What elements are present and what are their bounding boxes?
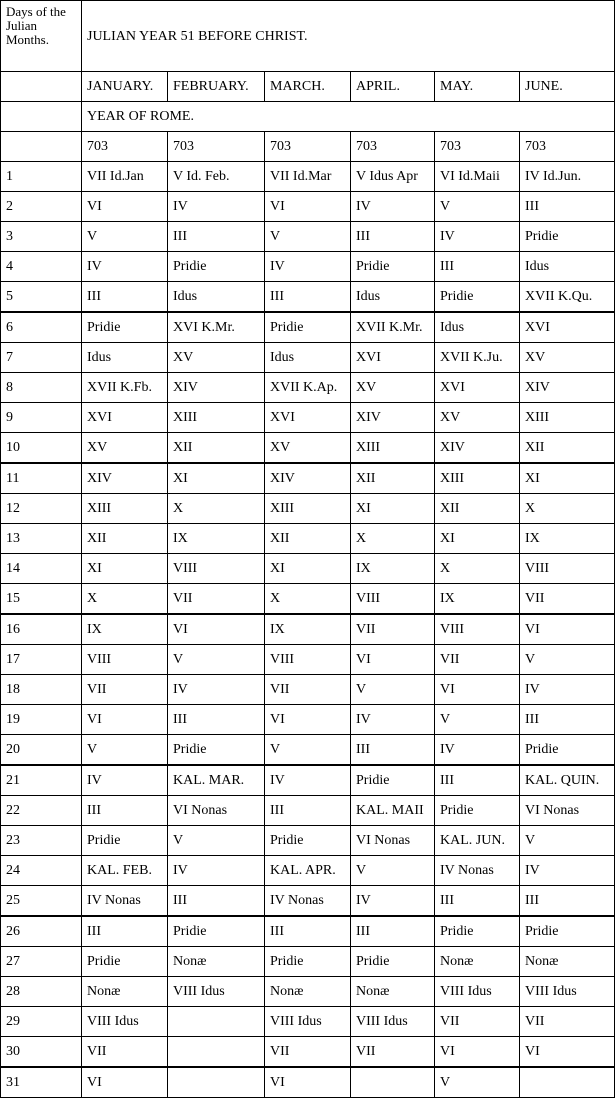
calendar-cell: VI Nonas bbox=[168, 796, 265, 826]
day-number: 31 bbox=[1, 1067, 82, 1098]
table-row bbox=[1, 916, 615, 947]
calendar-cell: Pridie bbox=[265, 826, 351, 856]
table-row bbox=[1, 1037, 615, 1068]
day-number: 17 bbox=[1, 645, 82, 675]
calendar-cell: III bbox=[351, 735, 435, 766]
calendar-cell: XIV bbox=[82, 463, 168, 494]
calendar-cell: Nonæ bbox=[82, 977, 168, 1007]
calendar-cell: KAL. JUN. bbox=[435, 826, 520, 856]
month-header-row bbox=[1, 72, 615, 102]
day-number: 28 bbox=[1, 977, 82, 1007]
calendar-cell: XI bbox=[351, 494, 435, 524]
year-of-rome-label: YEAR OF ROME. bbox=[82, 102, 615, 132]
calendar-cell: VIII Idus bbox=[168, 977, 265, 1007]
calendar-cell: Pridie bbox=[168, 735, 265, 766]
calendar-cell: VIII Idus bbox=[351, 1007, 435, 1037]
table-row bbox=[1, 856, 615, 886]
calendar-cell: V bbox=[435, 192, 520, 222]
calendar-cell: KAL. MAR. bbox=[168, 765, 265, 796]
calendar-cell: XVII K.Fb. bbox=[82, 373, 168, 403]
calendar-cell: XIV bbox=[351, 403, 435, 433]
calendar-cell: VI bbox=[168, 614, 265, 645]
calendar-cell: Nonæ bbox=[351, 977, 435, 1007]
calendar-cell: XIV bbox=[435, 433, 520, 464]
year-of-rome-row bbox=[1, 102, 615, 132]
calendar-cell: KAL. APR. bbox=[265, 856, 351, 886]
calendar-cell: VIII bbox=[351, 584, 435, 615]
calendar-cell: V bbox=[168, 826, 265, 856]
calendar-cell: XI bbox=[435, 524, 520, 554]
calendar-cell: IV bbox=[520, 856, 615, 886]
day-number: 19 bbox=[1, 705, 82, 735]
calendar-cell: X bbox=[168, 494, 265, 524]
calendar-cell: IV bbox=[435, 735, 520, 766]
calendar-cell: XVII K.Ap. bbox=[265, 373, 351, 403]
table-row bbox=[1, 1067, 615, 1098]
calendar-cell: VI bbox=[82, 705, 168, 735]
calendar-cell: XVI bbox=[520, 312, 615, 343]
calendar-cell: X bbox=[351, 524, 435, 554]
calendar-cell: IV bbox=[82, 765, 168, 796]
calendar-cell: VI bbox=[82, 192, 168, 222]
calendar-cell: XVII K.Ju. bbox=[435, 343, 520, 373]
year-number: 703 bbox=[168, 132, 265, 162]
corner-label: Days of the Julian Months. bbox=[1, 1, 82, 72]
table-row bbox=[1, 282, 615, 313]
calendar-cell: Pridie bbox=[435, 282, 520, 313]
day-number: 22 bbox=[1, 796, 82, 826]
calendar-cell: Nonæ bbox=[435, 947, 520, 977]
day-number: 21 bbox=[1, 765, 82, 796]
calendar-cell: KAL. FEB. bbox=[82, 856, 168, 886]
calendar-cell: VI bbox=[265, 1067, 351, 1098]
table-row bbox=[1, 192, 615, 222]
calendar-cell: XVI bbox=[82, 403, 168, 433]
table-title: JULIAN YEAR 51 BEFORE CHRIST. bbox=[82, 1, 615, 72]
empty-header-cell bbox=[1, 132, 82, 162]
calendar-cell: XIII bbox=[82, 494, 168, 524]
calendar-cell: IV bbox=[520, 675, 615, 705]
day-number: 2 bbox=[1, 192, 82, 222]
calendar-cell: XVII K.Qu. bbox=[520, 282, 615, 313]
calendar-cell: III bbox=[168, 705, 265, 735]
table-row bbox=[1, 886, 615, 917]
year-number: 703 bbox=[265, 132, 351, 162]
day-number: 24 bbox=[1, 856, 82, 886]
calendar-cell: XII bbox=[265, 524, 351, 554]
calendar-cell: IV bbox=[168, 192, 265, 222]
calendar-cell: XV bbox=[168, 343, 265, 373]
calendar-cell: Idus bbox=[435, 312, 520, 343]
month-header: MARCH. bbox=[265, 72, 351, 102]
calendar-cell: VI bbox=[82, 1067, 168, 1098]
calendar-cell: X bbox=[82, 584, 168, 615]
empty-header-cell bbox=[1, 102, 82, 132]
calendar-cell: Pridie bbox=[168, 252, 265, 282]
calendar-cell: XVI bbox=[265, 403, 351, 433]
day-number: 8 bbox=[1, 373, 82, 403]
table-row bbox=[1, 947, 615, 977]
calendar-cell: V bbox=[168, 645, 265, 675]
calendar-cell: IV bbox=[168, 856, 265, 886]
calendar-cell bbox=[168, 1037, 265, 1068]
calendar-cell: VII bbox=[82, 1037, 168, 1068]
calendar-cell: VII bbox=[351, 1037, 435, 1068]
calendar-cell: Pridie bbox=[435, 796, 520, 826]
day-number: 12 bbox=[1, 494, 82, 524]
calendar-cell: IX bbox=[168, 524, 265, 554]
calendar-cell: XII bbox=[351, 463, 435, 494]
calendar-cell: KAL. QUIN. bbox=[520, 765, 615, 796]
calendar-cell: IV bbox=[351, 705, 435, 735]
year-number: 703 bbox=[435, 132, 520, 162]
calendar-cell: XIV bbox=[168, 373, 265, 403]
calendar-cell: III bbox=[265, 916, 351, 947]
calendar-cell: Idus bbox=[351, 282, 435, 313]
calendar-cell: VIII bbox=[168, 554, 265, 584]
calendar-cell: III bbox=[435, 252, 520, 282]
calendar-cell: VIII bbox=[435, 614, 520, 645]
calendar-cell: III bbox=[82, 796, 168, 826]
table-row bbox=[1, 977, 615, 1007]
calendar-cell: VI Nonas bbox=[351, 826, 435, 856]
calendar-cell: XV bbox=[435, 403, 520, 433]
calendar-cell: VII Id.Mar bbox=[265, 162, 351, 192]
calendar-cell: VI bbox=[435, 1037, 520, 1068]
day-number: 23 bbox=[1, 826, 82, 856]
calendar-cell: III bbox=[265, 282, 351, 313]
day-number: 7 bbox=[1, 343, 82, 373]
calendar-cell bbox=[168, 1007, 265, 1037]
calendar-cell: VI Nonas bbox=[520, 796, 615, 826]
calendar-cell: III bbox=[351, 916, 435, 947]
calendar-cell: VIII bbox=[265, 645, 351, 675]
calendar-cell: III bbox=[435, 765, 520, 796]
calendar-cell: XVII K.Mr. bbox=[351, 312, 435, 343]
table-row bbox=[1, 765, 615, 796]
calendar-cell: Pridie bbox=[520, 735, 615, 766]
table-row bbox=[1, 373, 615, 403]
table-row bbox=[1, 312, 615, 343]
calendar-cell: V bbox=[265, 735, 351, 766]
calendar-cell: VIII Idus bbox=[265, 1007, 351, 1037]
calendar-cell: IX bbox=[520, 524, 615, 554]
calendar-cell: Nonæ bbox=[520, 947, 615, 977]
calendar-cell: VII bbox=[82, 675, 168, 705]
calendar-cell: IV Nonas bbox=[82, 886, 168, 917]
calendar-cell: XI bbox=[82, 554, 168, 584]
calendar-cell: Nonæ bbox=[265, 977, 351, 1007]
calendar-cell: III bbox=[168, 222, 265, 252]
day-number: 1 bbox=[1, 162, 82, 192]
table-row bbox=[1, 403, 615, 433]
calendar-cell bbox=[520, 1067, 615, 1098]
calendar-cell: XIII bbox=[168, 403, 265, 433]
month-header: FEBRUARY. bbox=[168, 72, 265, 102]
day-number: 25 bbox=[1, 886, 82, 917]
calendar-cell: VII bbox=[520, 1007, 615, 1037]
table-row bbox=[1, 614, 615, 645]
calendar-cell: Pridie bbox=[351, 252, 435, 282]
calendar-cell: XII bbox=[520, 433, 615, 464]
table-row bbox=[1, 343, 615, 373]
table-row bbox=[1, 222, 615, 252]
day-number: 6 bbox=[1, 312, 82, 343]
calendar-cell: IV Nonas bbox=[435, 856, 520, 886]
calendar-cell: Idus bbox=[168, 282, 265, 313]
calendar-cell: III bbox=[520, 192, 615, 222]
calendar-cell: VII Id.Jan bbox=[82, 162, 168, 192]
calendar-cell: Pridie bbox=[351, 765, 435, 796]
calendar-cell: VIII Idus bbox=[520, 977, 615, 1007]
table-row bbox=[1, 705, 615, 735]
calendar-cell: V Idus Apr bbox=[351, 162, 435, 192]
table-row bbox=[1, 433, 615, 464]
calendar-cell: VI bbox=[520, 614, 615, 645]
calendar-cell: IV bbox=[265, 252, 351, 282]
table-row bbox=[1, 463, 615, 494]
calendar-cell: VI bbox=[520, 1037, 615, 1068]
calendar-cell: V bbox=[265, 222, 351, 252]
day-number: 3 bbox=[1, 222, 82, 252]
calendar-cell: X bbox=[265, 584, 351, 615]
table-row bbox=[1, 554, 615, 584]
calendar-cell: III bbox=[168, 886, 265, 917]
year-number: 703 bbox=[351, 132, 435, 162]
day-number: 26 bbox=[1, 916, 82, 947]
calendar-cell: XV bbox=[520, 343, 615, 373]
calendar-cell: Pridie bbox=[435, 916, 520, 947]
calendar-cell: III bbox=[82, 916, 168, 947]
calendar-cell: Nonæ bbox=[168, 947, 265, 977]
calendar-cell: VI bbox=[435, 675, 520, 705]
calendar-cell: Idus bbox=[520, 252, 615, 282]
calendar-cell: XI bbox=[520, 463, 615, 494]
calendar-cell: Pridie bbox=[520, 916, 615, 947]
calendar-cell: Pridie bbox=[520, 222, 615, 252]
table-row bbox=[1, 584, 615, 615]
calendar-cell: Pridie bbox=[82, 826, 168, 856]
calendar-cell: III bbox=[520, 705, 615, 735]
calendar-cell: Idus bbox=[265, 343, 351, 373]
calendar-cell: IX bbox=[351, 554, 435, 584]
table-row bbox=[1, 1007, 615, 1037]
calendar-cell: Idus bbox=[82, 343, 168, 373]
calendar-cell: VII bbox=[351, 614, 435, 645]
calendar-cell: XV bbox=[82, 433, 168, 464]
calendar-cell: IV Id.Jun. bbox=[520, 162, 615, 192]
day-number: 14 bbox=[1, 554, 82, 584]
calendar-cell: Pridie bbox=[168, 916, 265, 947]
calendar-cell: VIII Idus bbox=[82, 1007, 168, 1037]
calendar-cell: Pridie bbox=[82, 947, 168, 977]
calendar-cell: V bbox=[351, 675, 435, 705]
calendar-cell: VII bbox=[435, 645, 520, 675]
calendar-cell: V bbox=[520, 826, 615, 856]
calendar-cell: KAL. MAII bbox=[351, 796, 435, 826]
calendar-cell: III bbox=[82, 282, 168, 313]
calendar-cell: XV bbox=[265, 433, 351, 464]
calendar-cell: Pridie bbox=[265, 947, 351, 977]
table-row bbox=[1, 494, 615, 524]
empty-header-cell bbox=[1, 72, 82, 102]
month-header: JANUARY. bbox=[82, 72, 168, 102]
table-row bbox=[1, 162, 615, 192]
calendar-cell: Pridie bbox=[351, 947, 435, 977]
calendar-cell: Pridie bbox=[265, 312, 351, 343]
calendar-cell: XIV bbox=[520, 373, 615, 403]
day-number: 11 bbox=[1, 463, 82, 494]
calendar-cell: III bbox=[520, 886, 615, 917]
day-number: 4 bbox=[1, 252, 82, 282]
calendar-cell: X bbox=[520, 494, 615, 524]
table-row bbox=[1, 826, 615, 856]
calendar-cell: IV bbox=[82, 252, 168, 282]
calendar-cell bbox=[168, 1067, 265, 1098]
calendar-cell: III bbox=[435, 886, 520, 917]
calendar-cell: XVI K.Mr. bbox=[168, 312, 265, 343]
month-header: JUNE. bbox=[520, 72, 615, 102]
calendar-cell: V bbox=[520, 645, 615, 675]
day-number: 10 bbox=[1, 433, 82, 464]
calendar-cell: IV bbox=[351, 886, 435, 917]
calendar-cell: XII bbox=[82, 524, 168, 554]
month-header: APRIL. bbox=[351, 72, 435, 102]
calendar-cell: VIII bbox=[520, 554, 615, 584]
month-header: MAY. bbox=[435, 72, 520, 102]
calendar-cell: V bbox=[435, 1067, 520, 1098]
title-row bbox=[1, 1, 615, 72]
calendar-cell: XV bbox=[351, 373, 435, 403]
calendar-cell: VI Id.Maii bbox=[435, 162, 520, 192]
year-number: 703 bbox=[520, 132, 615, 162]
calendar-cell: III bbox=[351, 222, 435, 252]
calendar-cell: XI bbox=[168, 463, 265, 494]
calendar-cell: VII bbox=[520, 584, 615, 615]
calendar-cell: VII bbox=[265, 675, 351, 705]
calendar-cell: VIII Idus bbox=[435, 977, 520, 1007]
calendar-cell: IX bbox=[82, 614, 168, 645]
table-row bbox=[1, 524, 615, 554]
calendar-cell: XIII bbox=[351, 433, 435, 464]
calendar-cell bbox=[351, 1067, 435, 1098]
table-row bbox=[1, 675, 615, 705]
table-row bbox=[1, 796, 615, 826]
calendar-cell: IV Nonas bbox=[265, 886, 351, 917]
day-number: 18 bbox=[1, 675, 82, 705]
calendar-cell: XIV bbox=[265, 463, 351, 494]
calendar-cell: IV bbox=[265, 765, 351, 796]
calendar-cell: IV bbox=[351, 192, 435, 222]
calendar-cell: VII bbox=[435, 1007, 520, 1037]
calendar-cell: XIII bbox=[265, 494, 351, 524]
year-number: 703 bbox=[82, 132, 168, 162]
calendar-cell: VI bbox=[265, 705, 351, 735]
calendar-cell: III bbox=[265, 796, 351, 826]
calendar-cell: XIII bbox=[520, 403, 615, 433]
year-number-row bbox=[1, 132, 615, 162]
calendar-cell: V bbox=[351, 856, 435, 886]
calendar-cell: XI bbox=[265, 554, 351, 584]
calendar-cell: IX bbox=[265, 614, 351, 645]
day-number: 27 bbox=[1, 947, 82, 977]
calendar-cell: XVI bbox=[435, 373, 520, 403]
calendar-cell: VII bbox=[168, 584, 265, 615]
day-number: 29 bbox=[1, 1007, 82, 1037]
day-number: 20 bbox=[1, 735, 82, 766]
table-row bbox=[1, 735, 615, 766]
day-number: 30 bbox=[1, 1037, 82, 1068]
calendar-cell: XVI bbox=[351, 343, 435, 373]
calendar-cell: VI bbox=[351, 645, 435, 675]
day-number: 16 bbox=[1, 614, 82, 645]
calendar-cell: XII bbox=[435, 494, 520, 524]
day-number: 13 bbox=[1, 524, 82, 554]
calendar-cell: V Id. Feb. bbox=[168, 162, 265, 192]
calendar-cell: Pridie bbox=[82, 312, 168, 343]
calendar-cell: VI bbox=[265, 192, 351, 222]
calendar-cell: XII bbox=[168, 433, 265, 464]
calendar-cell: XIII bbox=[435, 463, 520, 494]
calendar-cell: VII bbox=[265, 1037, 351, 1068]
calendar-cell: V bbox=[82, 735, 168, 766]
day-number: 9 bbox=[1, 403, 82, 433]
table-row bbox=[1, 252, 615, 282]
calendar-cell: IV bbox=[168, 675, 265, 705]
calendar-cell: X bbox=[435, 554, 520, 584]
day-number: 5 bbox=[1, 282, 82, 313]
calendar-cell: V bbox=[435, 705, 520, 735]
day-number: 15 bbox=[1, 584, 82, 615]
calendar-cell: V bbox=[82, 222, 168, 252]
table-row bbox=[1, 645, 615, 675]
calendar-cell: IV bbox=[435, 222, 520, 252]
calendar-cell: VIII bbox=[82, 645, 168, 675]
calendar-cell: IX bbox=[435, 584, 520, 615]
